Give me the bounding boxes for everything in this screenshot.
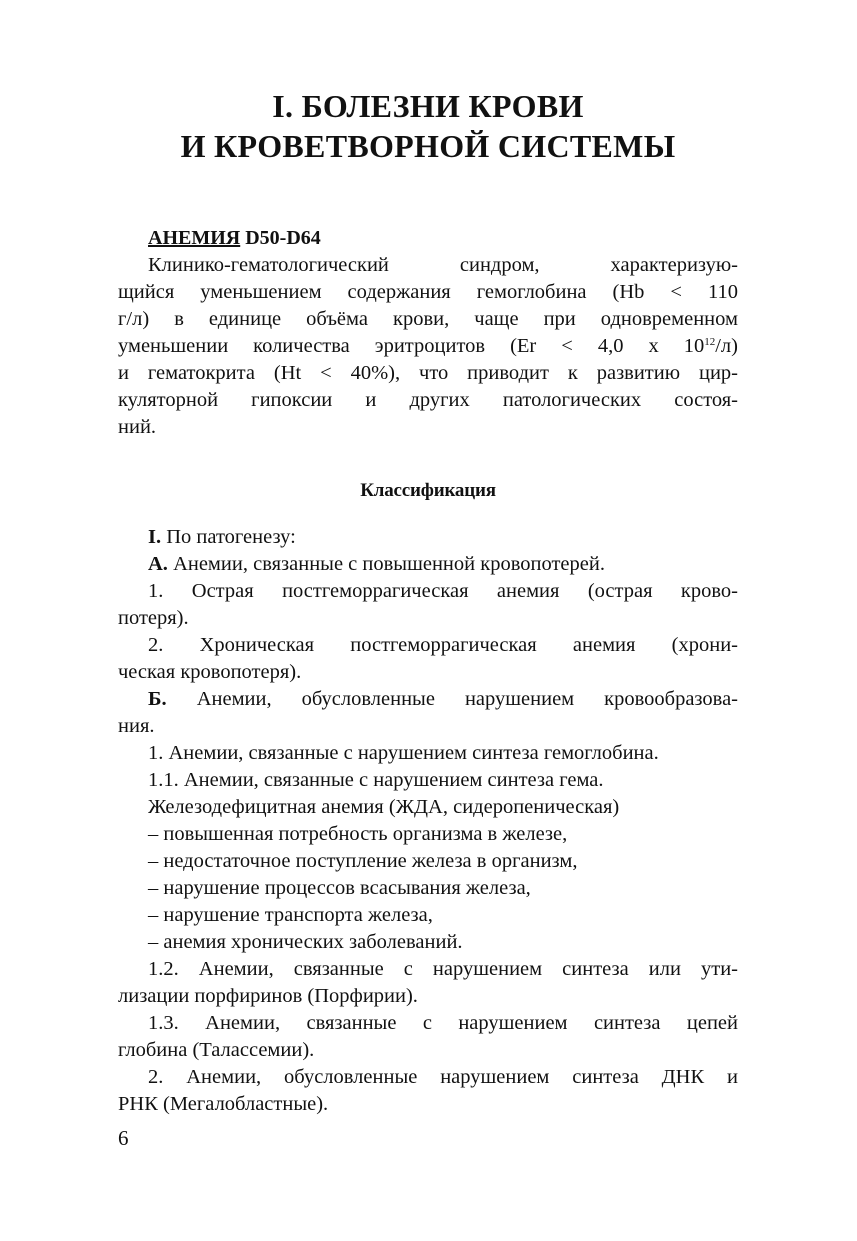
exponent: 12 xyxy=(704,336,716,348)
topic-code: D50-D64 xyxy=(245,227,321,249)
dash-item-2: – недостаточное поступление железа в организм, xyxy=(148,850,578,872)
list-item-B11-sub: Железодефицитная анемия (ЖДА, сидеропеническая) xyxy=(148,796,620,818)
list-item-B11: 1.1. Анемии, связанные с нарушением синтеза гема. xyxy=(148,769,604,791)
definition-line-2: щийся уменьшением содержания гемоглобина (Hb < 110 xyxy=(118,281,738,303)
list-item-A1-line-2: потеря). xyxy=(118,607,189,629)
definition-line-6: куляторной гипоксии и других патологических состоя- xyxy=(118,389,738,411)
list-item-A2-line-1: 2. Хроническая постгеморрагическая анемия (хрони- xyxy=(148,634,738,656)
item-text: Анемии, обусловленные нарушением кровообразова- xyxy=(166,688,738,710)
definition-line-5: и гематокрита (Ht < 40%), что приводит к развитию цир- xyxy=(118,362,738,384)
item-text: По патогенезу: xyxy=(161,526,296,548)
list-item-B12-line-1: 1.2. Анемии, связанные с нарушением синтеза или ути- xyxy=(148,958,738,980)
chapter-title-line-2: И КРОВЕТВОРНОЙ СИСТЕМЫ xyxy=(180,128,676,164)
definition-line-1: Клинико-гематологический синдром, характеризую- xyxy=(148,254,738,276)
dash-item-1: – повышенная потребность организма в железе, xyxy=(148,823,568,845)
list-item-B-line-2: ния. xyxy=(118,715,155,737)
topic-name: АНЕМИЯ xyxy=(148,227,241,249)
list-item-B1: 1. Анемии, связанные с нарушением синтеза гемоглобина. xyxy=(148,742,659,764)
definition-line-4-unit: /л) xyxy=(715,335,738,357)
chapter-title xyxy=(118,0,738,166)
list-item-A1-line-1: 1. Острая постгеморрагическая анемия (острая крово- xyxy=(148,580,738,602)
list-item-B13-line-2: глобина (Талассемии). xyxy=(118,1039,315,1061)
chapter-title-line-1: I. БОЛЕЗНИ КРОВИ xyxy=(272,88,584,124)
classification-list xyxy=(118,524,738,1118)
list-item-I xyxy=(118,524,738,551)
item-label: I. xyxy=(148,526,162,548)
list-item-B xyxy=(118,686,738,713)
definition-line-4-text: уменьшении количества эритроцитов (Er < 4,0 х 10 xyxy=(118,335,705,357)
list-item-A2-line-2: ческая кровопотеря). xyxy=(118,661,302,683)
page-number: 6 xyxy=(118,1126,129,1150)
list-item-A xyxy=(118,551,738,578)
definition-line-4 xyxy=(118,333,738,360)
section-heading: Классификация xyxy=(360,480,496,501)
dash-item-3: – нарушение процессов всасывания железа, xyxy=(148,877,531,899)
definition-line-7: ний. xyxy=(118,416,157,438)
item-label: Б. xyxy=(148,688,167,710)
dash-item-5: – анемия хронических заболеваний. xyxy=(148,931,463,953)
definition-paragraph xyxy=(118,252,738,441)
list-item-B13-line-1: 1.3. Анемии, связанные с нарушением синтеза цепей xyxy=(148,1012,738,1034)
definition-line-3: г/л) в единице объёма крови, чаще при одновременном xyxy=(118,308,738,330)
dash-item-4: – нарушение транспорта железа, xyxy=(148,904,433,926)
list-item-B12-line-2: лизации порфиринов (Порфирии). xyxy=(118,985,418,1007)
topic-heading xyxy=(148,225,321,252)
item-text: Анемии, связанные с повышенной кровопотерей. xyxy=(167,553,605,575)
list-item-B2-line-2: РНК (Мегалобластные). xyxy=(118,1093,329,1115)
book-page xyxy=(118,0,738,1241)
item-label: А. xyxy=(148,553,168,575)
list-item-B2-line-1: 2. Анемии, обусловленные нарушением синтеза ДНК и xyxy=(148,1066,738,1088)
